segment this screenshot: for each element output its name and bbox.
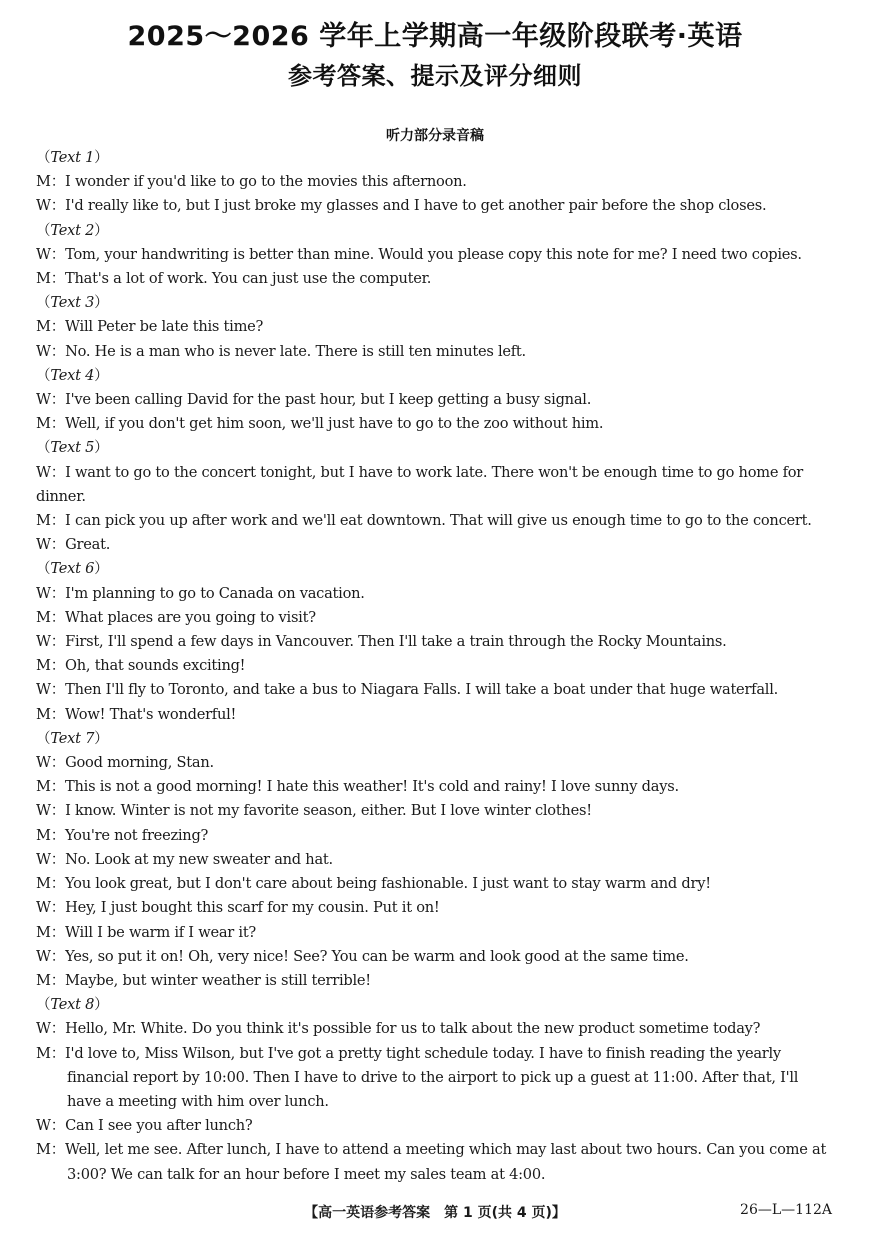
text-section-label-text: Text 3 (50, 294, 95, 312)
dialogue-line (36, 533, 836, 557)
dialogue-text: That's a lot of work. You can just use the computer. (65, 270, 432, 288)
dialogue-line (36, 412, 836, 436)
text-section-label: （Text 3） (36, 294, 109, 312)
transcript-body (36, 146, 836, 1187)
speaker-label: W： (36, 899, 66, 917)
document-subtitle: 参考答案、提示及评分细则 (288, 62, 582, 90)
dialogue-line (36, 582, 836, 606)
speaker-label: M： (36, 971, 66, 989)
dialogue-line (36, 340, 836, 364)
text-section-label: （Text 4） (36, 366, 109, 384)
dialogue-line (36, 654, 836, 678)
dialogue-line (36, 1114, 836, 1138)
dialogue-line (36, 267, 836, 291)
text-section-label: （Text 6） (36, 560, 109, 578)
dialogue-text: Will I be warm if I wear it? (65, 923, 257, 941)
speaker-label: W： (36, 1020, 66, 1038)
dialogue-line (36, 1042, 836, 1115)
speaker-label: W： (36, 802, 66, 820)
text-section-label-text: Text 8 (50, 996, 95, 1014)
speaker-label: W： (36, 245, 66, 263)
dialogue-line (36, 606, 836, 630)
text-section-label: （Text 2） (36, 221, 109, 239)
speaker-label: M： (36, 705, 66, 723)
dialogue-line (36, 799, 836, 823)
dialogue-line (36, 315, 836, 339)
speaker-label: M： (36, 1141, 66, 1159)
dialogue-line: W：I want to go to the concert tonight, but I have to work late. There won't be enough time to go home for dinner. (36, 463, 804, 505)
text-section-label-text: Text 4 (50, 366, 95, 384)
dialogue-line (36, 1138, 836, 1186)
speaker-label: M： (36, 657, 66, 675)
page-footer (0, 1202, 870, 1226)
speaker-label: W： (36, 1117, 66, 1135)
dialogue-line (36, 388, 836, 412)
text-section-label: （Text 8） (36, 996, 109, 1014)
speaker-label: W： (36, 850, 66, 868)
speaker-label: M： (36, 415, 66, 433)
text-section-label: （Text 7） (36, 729, 109, 747)
dialogue-text: I'd really like to, but I just broke my glasses and I have to get another pair before the shop closes. (65, 197, 767, 215)
speaker-label: M： (36, 608, 66, 626)
text-section-label-text: Text 7 (50, 729, 95, 747)
speaker-label: M： (36, 875, 66, 893)
dialogue-text: I'm planning to go to Canada on vacation. (65, 584, 365, 602)
dialogue-text: I can pick you up after work and we'll eat downtown. That will give us enough time to go to the concert. (65, 512, 812, 530)
dialogue-text: Hey, I just bought this scarf for my cousin. Put it on! (65, 899, 440, 917)
dialogue-line (36, 921, 836, 945)
speaker-label: W： (36, 754, 66, 772)
dialogue-line (36, 824, 836, 848)
speaker-label: W： (36, 342, 66, 360)
dialogue-line (36, 243, 836, 267)
dialogue-text: I know. Winter is not my favorite season, either. But I love winter clothes! (65, 802, 592, 820)
dialogue-line (36, 509, 836, 533)
text-section-label-text: Text 6 (50, 560, 95, 578)
dialogue-text: I've been calling David for the past hour, but I keep getting a busy signal. (65, 391, 592, 409)
dialogue-text: Will Peter be late this time? (65, 318, 264, 336)
text-section-label: （Text 1） (36, 149, 109, 166)
speaker-label: W： (36, 391, 66, 409)
speaker-label: M： (36, 270, 66, 288)
speaker-label: M： (36, 1044, 66, 1062)
dialogue-text: Then I'll fly to Toronto, and take a bus to Niagara Falls. I will take a boat under that huge waterfall. (65, 681, 778, 699)
text-section-label: （Text 5） (36, 439, 109, 457)
dialogue-line (36, 630, 836, 654)
dialogue-text: I'd love to, Miss Wilson, but I've got a pretty tight schedule today. I have to finish reading the yearly financial report by 10:00. Then I have to drive to the airport to pick up a guest at 11:00. After that, I'll have a meeting with him over lunch. (65, 1044, 799, 1110)
speaker-label: W： (36, 536, 66, 554)
dialogue-line (36, 678, 836, 702)
speaker-label: W： (36, 197, 66, 215)
dialogue-line (36, 170, 836, 194)
dialogue-line (36, 751, 836, 775)
dialogue-text: Maybe, but winter weather is still terrible! (65, 971, 371, 989)
dialogue-text: You're not freezing? (65, 826, 209, 844)
speaker-label: M： (36, 923, 66, 941)
speaker-label: W： (36, 584, 66, 602)
dialogue-text: Hello, Mr. White. Do you think it's possible for us to talk about the new product sometime today? (65, 1020, 761, 1038)
dialogue-text: What places are you going to visit? (65, 608, 316, 626)
dialogue-line (36, 872, 836, 896)
text-section-label-text: Text 1 (50, 149, 95, 166)
dialogue-text: No. Look at my new sweater and hat. (65, 850, 333, 868)
footer-document-code: 26—L—112A (740, 1202, 832, 1218)
dialogue-text: Great. (65, 536, 111, 554)
speaker-label: W： (36, 947, 66, 965)
dialogue-text: Good morning, Stan. (65, 754, 214, 772)
dialogue-text: Yes, so put it on! Oh, very nice! See? You can be warm and look good at the same time. (65, 947, 689, 965)
dialogue-line (36, 703, 836, 727)
dialogue-line (36, 896, 836, 920)
dialogue-text: Oh, that sounds exciting! (65, 657, 246, 675)
speaker-label: M： (36, 778, 66, 796)
speaker-label: M： (36, 826, 66, 844)
speaker-label: M： (36, 173, 66, 191)
section-title: 听力部分录音稿 (386, 128, 484, 144)
dialogue-line (36, 969, 836, 993)
dialogue-line (36, 775, 836, 799)
text-section-label-text: Text 5 (50, 439, 95, 457)
dialogue-line (36, 945, 836, 969)
dialogue-text: Well, if you don't get him soon, we'll just have to go to the zoo without him. (65, 415, 604, 433)
dialogue-text: I wonder if you'd like to go to the movies this afternoon. (65, 173, 467, 191)
footer-page-info: 【高一英语参考答案 第 1 页(共 4 页)】 (304, 1205, 566, 1221)
speaker-label: M： (36, 318, 66, 336)
text-section-label-text: Text 2 (50, 221, 95, 239)
dialogue-text: Well, let me see. After lunch, I have to attend a meeting which may last about two hours. Can you come at 3:00? We can talk for an hour before I meet my sales team at 4:00. (65, 1141, 827, 1183)
dialogue-text: This is not a good morning! I hate this weather! It's cold and rainy! I love sunny days. (65, 778, 679, 796)
dialogue-line (36, 848, 836, 872)
dialogue-text: First, I'll spend a few days in Vancouver. Then I'll take a train through the Rocky Mountains. (65, 633, 727, 651)
dialogue-line (36, 194, 836, 218)
dialogue-text: No. He is a man who is never late. There is still ten minutes left. (65, 342, 526, 360)
speaker-label: M： (36, 512, 66, 530)
dialogue-text: Wow! That's wonderful! (65, 705, 237, 723)
dialogue-line (36, 1017, 836, 1041)
speaker-label: W： (36, 681, 66, 699)
dialogue-text: Can I see you after lunch? (65, 1117, 253, 1135)
dialogue-text: Tom, your handwriting is better than mine. Would you please copy this note for me? I need two copies. (65, 245, 802, 263)
document-title: 2025～2026 学年上学期高一年级阶段联考·英语 (127, 21, 743, 52)
speaker-label: W： (36, 633, 66, 651)
dialogue-text: You look great, but I don't care about being fashionable. I just want to stay warm and dry! (65, 875, 711, 893)
